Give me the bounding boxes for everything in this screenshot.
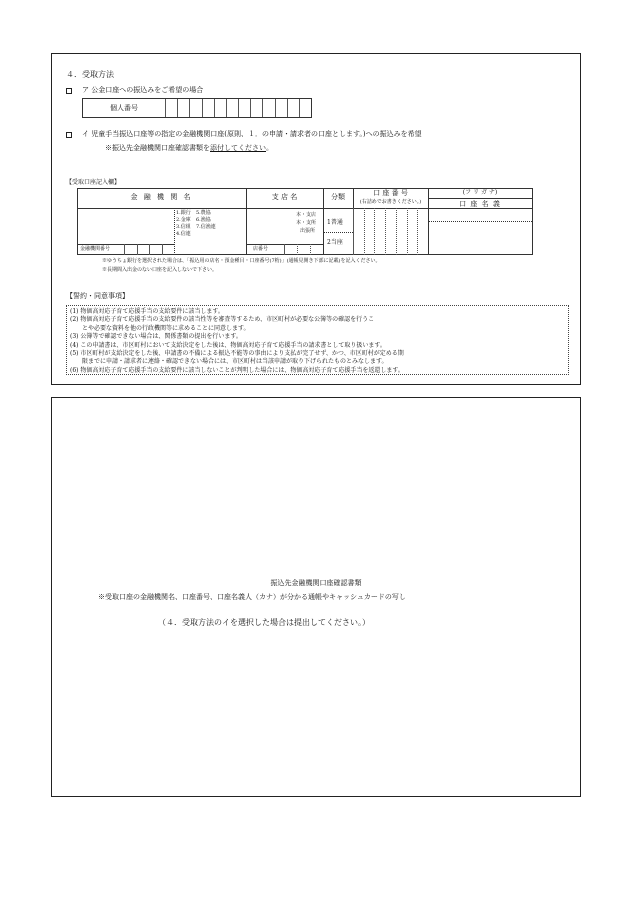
- col-branch-name: 支 店 名: [271, 193, 298, 201]
- mynumber-digit-cell[interactable]: [214, 99, 227, 117]
- consent-item: (4) この申請書は、市区町村において支給決定をした後は、物価高対応子育て応援手当の請求書として取り扱います。: [70, 341, 386, 349]
- mynumber-digit-cell[interactable]: [177, 99, 190, 117]
- bank-code-digit-cell[interactable]: [149, 244, 163, 255]
- attachment-description: ※受取口座の金融機関名、口座番号、口座名義人（カナ）が分かる通帳やキャッシュカードの写し: [98, 593, 406, 601]
- col-type: 分類: [331, 193, 345, 201]
- mynumber-digit-cell[interactable]: [287, 99, 300, 117]
- col-account-holder: 口 座 名 義: [459, 200, 501, 208]
- bank-type-option: 1.銀行: [176, 210, 191, 216]
- mynumber-digit-cell[interactable]: [250, 99, 263, 117]
- account-number-digit-cell[interactable]: [417, 208, 429, 255]
- bank-type-option: 4.信連: [176, 231, 191, 237]
- option-i-note: ※振込先金融機関口座確認書類を添付してください。: [105, 144, 273, 152]
- bank-type-option: 6.漁協: [196, 217, 211, 223]
- branch-code-digit-cell[interactable]: [284, 244, 298, 255]
- branch-type-option: 本・支所: [296, 220, 317, 226]
- account-number-input[interactable]: [353, 208, 428, 255]
- account-type-option: 1普通: [327, 219, 343, 226]
- bank-code-label: 金融機関番号: [80, 246, 111, 252]
- branch-type-option: 出張所: [300, 228, 316, 234]
- branch-type-option: 本・支店: [296, 212, 317, 218]
- mynumber-field[interactable]: [82, 98, 312, 118]
- attachment-instruction: （４．受取方法のイを選択した場合は提出してください。）: [158, 618, 370, 627]
- mynumber-digit-cell[interactable]: [299, 99, 312, 117]
- consent-item: 限までに申請・請求者に連絡・確認できない場合には、市区町村は当該申請が取り下げられたものとみなします。: [70, 358, 388, 366]
- mynumber-digit-cell[interactable]: [189, 99, 202, 117]
- branch-code-input[interactable]: [284, 244, 323, 255]
- bank-code-digit-cell[interactable]: [162, 244, 176, 255]
- section-title: ４．受取方法: [66, 70, 114, 79]
- mynumber-digit-cell[interactable]: [226, 99, 239, 117]
- col-account-number-note: (右詰めでお書きください。): [359, 199, 422, 205]
- option-a-checkbox[interactable]: [66, 88, 72, 94]
- bank-type-option: 5.農協: [196, 210, 211, 216]
- account-form-heading: 【受取口座記入欄】: [66, 179, 121, 186]
- consent-box: [66, 305, 569, 375]
- consent-heading: 【誓約・同意事項】: [66, 292, 129, 300]
- col-furigana: (フ リ ガ ナ): [462, 189, 498, 196]
- branch-code-digit-cell[interactable]: [297, 244, 311, 255]
- dormant-account-note: ※長期間入出金のない口座を記入しないで下さい。: [102, 267, 218, 273]
- consent-item: とや必要な資料を他の行政機関等に求めることに同意します。: [70, 324, 250, 332]
- consent-item: (6) 物価高対応子育て応援手当の支給要件に該当しないことが判明した場合には、物価高対応子育て応援手当を返還します。: [70, 366, 404, 374]
- bank-type-option: 2.金庫: [176, 217, 191, 223]
- yucho-note: ※ゆうちょ銀行を選択された場合は、「振込用の店名・預金種目・口座番号(7桁)」(通帳見開き下部に記載)を記入ください。: [102, 258, 381, 264]
- col-account-number: 口 座 番 号: [373, 189, 408, 197]
- bank-code-input[interactable]: [124, 244, 174, 255]
- attachment-title: 振込先金融機関口座確認書類: [270, 579, 362, 587]
- consent-item: (5) 市区町村が支給決定をした後、申請書の不備による振込不能等の事由により支払が完了せず、かつ、市区町村が定める期: [70, 350, 404, 358]
- branch-code-label: 店番号: [253, 246, 269, 252]
- option-a-label: ア 公金口座への振込みをご希望の場合: [82, 86, 204, 94]
- bank-code-digit-cell[interactable]: [124, 244, 138, 255]
- bank-code-digit-cell[interactable]: [137, 244, 151, 255]
- col-bank-name: 金 融 機 関 名: [130, 193, 193, 201]
- bank-type-option: 7.信漁連: [196, 224, 216, 230]
- bank-type-option: 3.信組: [176, 224, 191, 230]
- consent-item: (3) 公簿等で確認できない場合は、関係書類の提出を行います。: [70, 333, 242, 341]
- account-type-option: 2当座: [327, 239, 343, 246]
- mynumber-digit-cell[interactable]: [262, 99, 275, 117]
- option-i-label: イ 児童手当振込口座等の指定の金融機関口座(原則、１．の申請・請求者の口座とします。)への振込みを希望: [82, 130, 422, 138]
- mynumber-label: 個人番号: [110, 104, 138, 112]
- consent-item: (1) 物価高対応子育て応援手当の支給要件に該当します。: [70, 308, 224, 315]
- consent-item: (2) 物価高対応子育て応援手当の支給要件の該当性等を審査等するため、市区町村が必要な公簿等の確認を行うこ: [70, 316, 375, 324]
- option-i-checkbox[interactable]: [66, 132, 72, 138]
- branch-code-digit-cell[interactable]: [310, 244, 324, 255]
